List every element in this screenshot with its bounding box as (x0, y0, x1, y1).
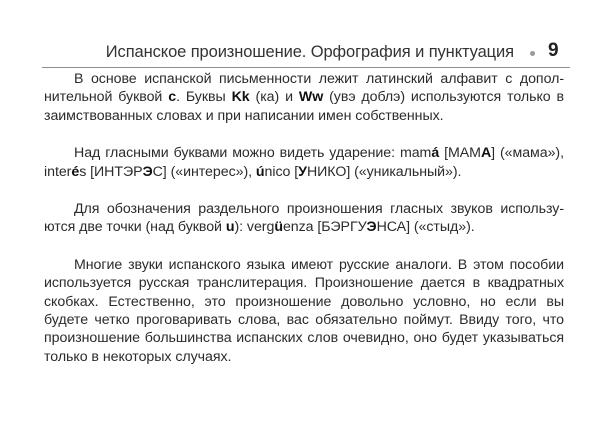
text-run: s [ИНТЭР (79, 163, 143, 180)
header-divider (42, 67, 570, 68)
bold-letter: á (431, 145, 440, 162)
text-run: (ка) и (249, 89, 299, 106)
bold-letter: Ww (298, 89, 324, 106)
text-run: nico [ (264, 163, 299, 180)
text-run: . Буквы (176, 89, 232, 106)
bold-letter: А (480, 145, 492, 162)
paragraph-transliteration: Многие звуки испанского языка имеют русские аналоги. В этом пособии используется русская транслитерация. Произношение дается в квадратных скобках. Естественно, это произношение довольно условно, но если вы будете четко проговаривать слова, вас обязательно поймут. Ввиду того, что произношение большинства испанских слов очевидно, оно будет указываться только в некоторых случаях. (44, 256, 564, 365)
running-header (0, 40, 600, 66)
text-run: Над гласными буквами можно видеть ударение: mam (74, 145, 432, 162)
bold-letter: Kk (231, 89, 250, 106)
page-number: 9 (548, 40, 559, 61)
text-run: Для обозначения раздельного произношения гласных звуков использу-ются две точки (над буквой (44, 201, 564, 236)
text-run: НИКО] («уникальный»). (306, 163, 462, 180)
text-run: В основе испанской письменности лежит латинский алфавит с допол-нительной буквой (44, 71, 564, 106)
text-run: ] («мама»), inter (44, 145, 564, 180)
header-title: Испанское произношение. Орфография и пунктуация (105, 43, 514, 61)
text-run: ): verg (234, 219, 275, 236)
text-run: С] («интерес»), (152, 163, 256, 180)
bold-letter: с (168, 89, 177, 106)
body-text (44, 70, 564, 385)
text-run: enza [БЭРГУ (282, 219, 367, 236)
bold-letter: У (298, 163, 307, 180)
paragraph-stress (44, 144, 564, 181)
bold-letter: u (225, 219, 235, 236)
bold-letter: Э (142, 163, 153, 180)
bold-letter: Э (366, 219, 377, 236)
header-bullet-icon (530, 51, 535, 56)
bold-letter: é (71, 163, 80, 180)
bold-letter: ü (274, 219, 283, 236)
paragraph-alphabet (44, 70, 564, 125)
text-run: НСА] («стыд»). (376, 219, 475, 236)
text-run: [МАМ (439, 145, 481, 162)
bold-letter: ú (255, 163, 265, 180)
text-run: (увэ доблэ) используются только в заимствованных словах и при написании имен собственных. (44, 89, 564, 124)
paragraph-diaeresis (44, 200, 564, 237)
